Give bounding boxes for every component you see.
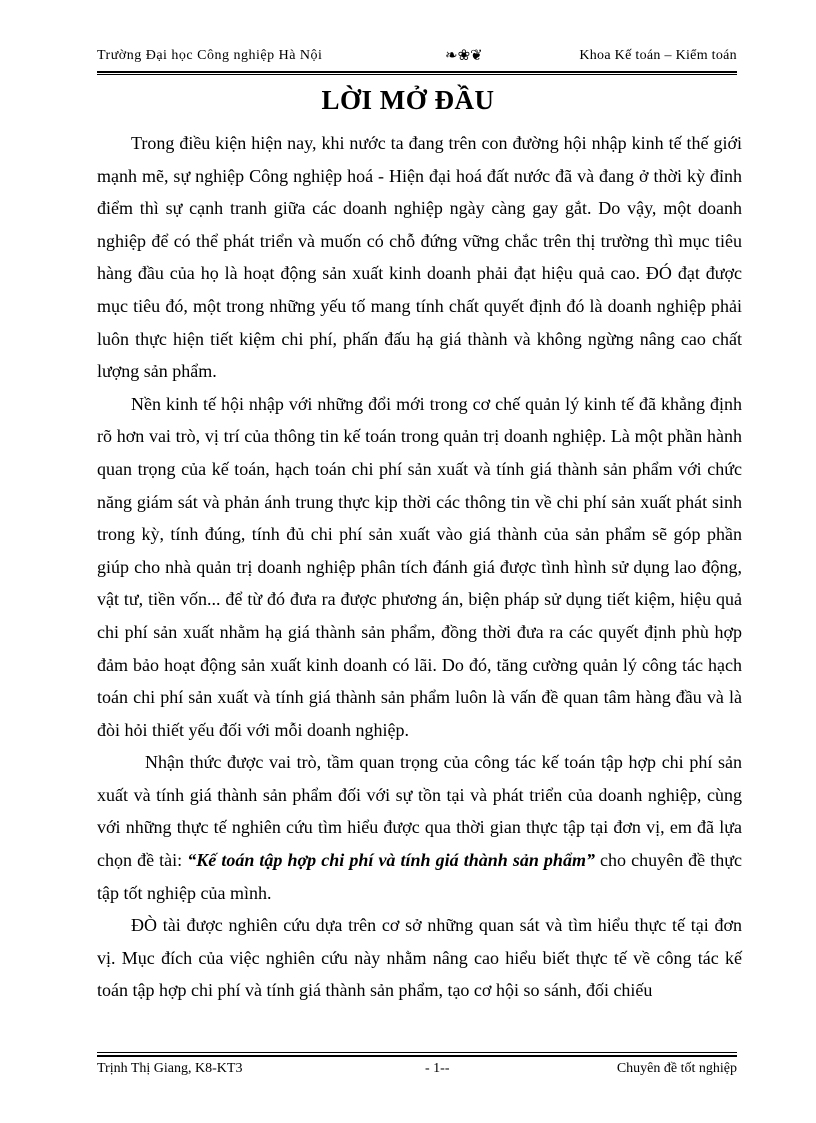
paragraph-3-before: Nhận thức được vai trò, tầm quan trọng của công tác kế toán tập hợp chi phí sản xuất và tính giá thành sản phẩm đối với sự tồn tại và phát triển của doanh nghiệp, cùng với những thực tế nghiên cứu tìm hiểu được qua thời gian thực tập tại đơn vị, em đã lựa chọn đề tài: xyxy=(97,752,742,871)
footer-rule-thin xyxy=(97,1052,737,1053)
paragraph-2: Nền kinh tế hội nhập với những đổi mới trong cơ chế quản lý kinh tế đã khẳng định rõ hơn vai trò, vị trí của thông tin kế toán trong quản trị doanh nghiệp. Là một phần hành quan trọng của kế toán, hạch toán chi phí sản xuất và tính giá thành sản phẩm với chức năng giám sát và phản ánh trung thực kịp thời các thông tin về chi phí sản xuất phát sinh trong kỳ, tính đúng, tính đủ chi phí sản xuất vào giá thành của sản phẩm sẽ góp phần giúp cho nhà quản trị doanh nghiệp phân tích đánh giá được tình hình sử dụng lao động, vật tư, tiền vốn... để từ đó đưa ra được phương án, biện pháp sử dụng tiết kiệm, hiệu quả chi phí sản xuất nhằm hạ giá thành sản phẩm, đồng thời đưa ra các quyết định phù hợp đảm bảo hoạt động sản xuất kinh doanh có lãi. Do đó, tăng cường quản lý công tác hạch toán chi phí sản xuất và tính giá thành sản phẩm luôn là vấn đề quan tâm hàng đầu và là đòi hỏi thiết yếu đối với mỗi doanh nghiệp. xyxy=(97,393,742,740)
paragraph-3-after: cho chuyên đề thực tập tốt nghiệp của mình. xyxy=(97,850,742,903)
footer-document-type: Chuyên đề tốt nghiệp xyxy=(616,1061,737,1076)
header-ornament-icon: ❧❀❦ xyxy=(445,48,483,64)
body-text xyxy=(97,127,742,1007)
page-number: - 1-- xyxy=(425,1061,450,1076)
header-university: Trường Đại học Công nghiệp Hà Nội xyxy=(97,48,323,63)
header-rule-thin xyxy=(97,74,737,75)
paragraph-1: Trong điều kiện hiện nay, khi nước ta đang trên con đường hội nhập kinh tế thế giới mạnh mẽ, sự nghiệp Công nghiệp hoá - Hiện đại hoá đất nước đã và đang ở thời kỳ đỉnh điểm thì sự cạnh tranh giữa các doanh nghiệp ngày càng gay gắt. Do vậy, một doanh nghiệp để có thể phát triển và muốn có chỗ đứng vững chắc trên thị trường thì mục tiêu hàng đầu của họ là hoạt động sản xuất kinh doanh phải đạt hiệu quả cao. ĐÓ đạt được mục tiêu đó, một trong những yếu tố mang tính chất quyết định đó là doanh nghiệp phải luôn thực hiện tiết kiệm chi phí, phấn đấu hạ giá thành và không ngừng nâng cao chất lượng sản phẩm. xyxy=(97,133,742,382)
header-rule-thick xyxy=(97,71,737,73)
header-faculty: Khoa Kế toán – Kiểm toán xyxy=(579,48,737,63)
thesis-topic: “Kế toán tập hợp chi phí và tính giá thành sản phẩm” xyxy=(187,850,595,871)
page-footer xyxy=(97,1061,737,1081)
page-title: LỜI MỞ ĐẦU xyxy=(321,85,495,115)
paragraph-3 xyxy=(97,746,742,909)
paragraph-4: ĐÒ tài được nghiên cứu dựa trên cơ sở những quan sát và tìm hiểu thực tế tại đơn vị. Mục đích của việc nghiên cứu này nhằm nâng cao hiểu biết thực tế về công tác kế toán tập hợp chi phí và tính giá thành sản phẩm, tạo cơ hội so sánh, đối chiếu xyxy=(97,915,742,1001)
footer-rule-thick xyxy=(97,1055,737,1057)
footer-author: Trịnh Thị Giang, K8-KT3 xyxy=(97,1061,243,1076)
page-header xyxy=(97,48,737,70)
